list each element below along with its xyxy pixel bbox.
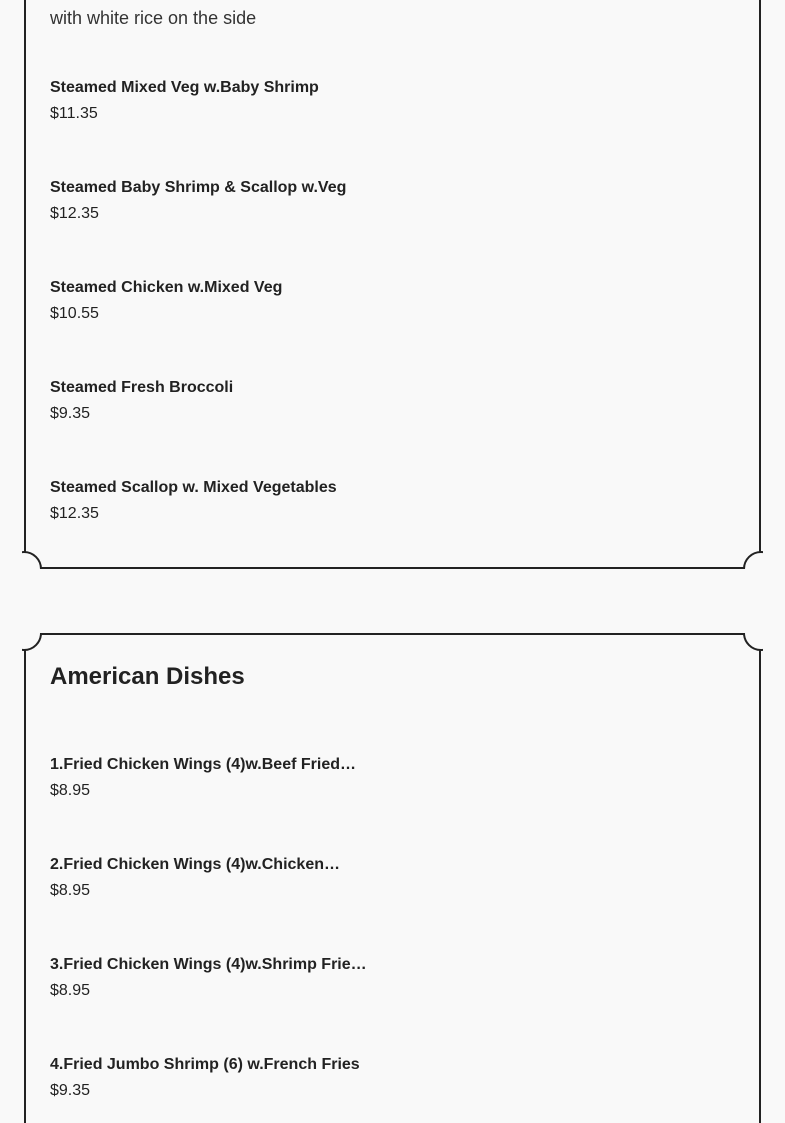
menu-section-steamed [24,0,761,569]
menu-item-price: $11.35 [50,105,98,122]
menu-item[interactable] [50,279,282,323]
menu-item[interactable] [50,856,340,900]
menu-item[interactable] [50,379,233,423]
section-description: with white rice on the side [50,8,257,28]
menu-item-name: 3.Fried Chicken Wings (4)w.Shrimp Frie… [50,956,367,973]
menu-item-price: $8.95 [50,882,91,899]
menu-item[interactable] [50,79,319,123]
menu-item[interactable] [50,756,356,800]
menu-item-name: Steamed Chicken w.Mixed Veg [50,279,283,296]
menu-item-price: $10.55 [50,305,99,322]
menu-item-name: Steamed Mixed Veg w.Baby Shrimp [50,79,319,96]
menu-item-price: $12.35 [50,205,99,222]
menu-item-price: $12.35 [50,505,99,522]
menu-section-american [24,633,761,1123]
menu-item-price: $9.35 [50,1082,91,1099]
menu-item-name: 2.Fried Chicken Wings (4)w.Chicken… [50,856,340,873]
corner-mask [725,612,785,633]
menu-item-name: 4.Fried Jumbo Shrimp (6) w.French Fries [50,1056,360,1073]
menu-item-name: Steamed Scallop w. Mixed Vegetables [50,479,337,496]
menu-item-name: Steamed Baby Shrimp & Scallop w.Veg [50,179,347,196]
menu-item-name: Steamed Fresh Broccoli [50,379,234,396]
menu-item[interactable] [50,956,367,1000]
menu-item[interactable] [50,179,346,223]
menu-item[interactable] [50,1056,360,1100]
menu-item-price: $9.35 [50,405,91,422]
corner-mask [725,569,785,589]
corner-mask [0,569,60,589]
section-title: American Dishes [50,663,245,690]
corner-mask [0,612,60,633]
menu-item-name: 1.Fried Chicken Wings (4)w.Beef Fried… [50,756,356,773]
menu-item[interactable] [50,479,337,523]
menu-item-price: $8.95 [50,782,91,799]
menu-item-price: $8.95 [50,982,91,999]
